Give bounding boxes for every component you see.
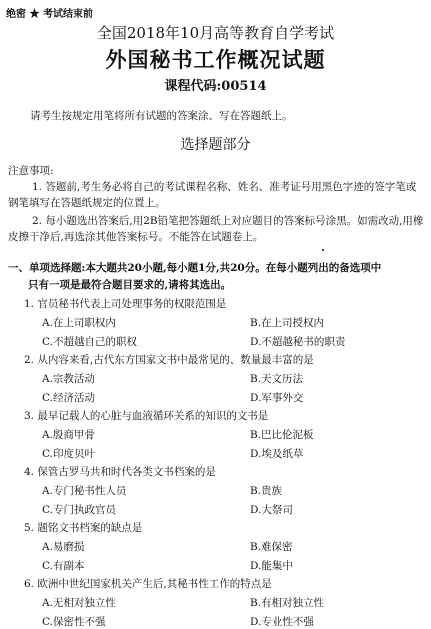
part-heading-line2: 只有一项是最符合题目要求的,请将其选出。: [28, 279, 232, 291]
answer-option: A.专门秘书性人员: [42, 485, 127, 497]
question-stem: 5. 题铭文书档案的缺点是: [24, 522, 143, 534]
question-stem: 1. 官员秘书代表上司处理事务的权限范围是: [24, 298, 227, 310]
part-heading-line1: 一、单项选择题:本大题共20小题,每小题1分,共20分。在每小题列出的备选项中: [8, 262, 382, 274]
question-stem: 4. 保管古罗马共和时代各类文书档案的是: [24, 466, 216, 478]
answer-option: D.专业性不强: [250, 616, 314, 628]
exam-title: 全国2018年10月高等教育自学考试: [96, 24, 335, 42]
answer-option: D.军事外交: [250, 392, 304, 404]
section-title: 选择题部分: [180, 137, 251, 153]
answer-option: A.易磨损: [42, 541, 85, 553]
answer-option: A.无相对独立性: [42, 597, 116, 609]
note-item: 1. 答题前,考生务必将自己的考试课程名称、姓名、准考证号用黑色字迹的签字笔或钢笔填写在答题纸规定的位置上。: [8, 181, 417, 209]
answer-option: A.宗教活动: [42, 373, 95, 385]
part-heading: [8, 260, 426, 294]
answer-option: B.巴比伦泥板: [250, 429, 314, 441]
note-item: 2. 每小题选出答案后,用2B铅笔把答题纸上对应题目的答案标号涂黑。如需改动,用橡皮擦干净后,再选涂其他答案标号。不能答在试题卷上。: [8, 215, 424, 243]
notes-title: 注意事项:: [8, 165, 54, 177]
answer-option: D.埃及纸草: [250, 448, 304, 460]
answer-option: B.天文历法: [250, 373, 304, 385]
answer-option: A.在上司职权内: [42, 317, 116, 329]
answer-option: D.大祭司: [250, 504, 293, 516]
answer-instruction: 请考生按规定用笔将所有试题的答案涂、写在答题纸上。: [30, 110, 293, 122]
answer-option: C.不超越自己的职权: [42, 336, 137, 348]
answer-option: A.殷商甲骨: [42, 429, 95, 441]
answer-option: C.经济活动: [42, 392, 95, 404]
answer-option: C.印度贝叶: [42, 448, 95, 460]
answer-option: C.有副本: [42, 560, 85, 572]
answer-option: B.难保密: [250, 541, 293, 553]
scan-speck: [322, 249, 324, 251]
secret-label: 绝密 ★ 考试结束前: [6, 9, 93, 20]
answer-option: B.贵族: [250, 485, 283, 497]
question-stem: 2. 从内容来看,古代东方国家文书中最常见的、数量最丰富的是: [24, 354, 314, 366]
answer-option: D.能集中: [250, 560, 293, 572]
answer-option: C.保密性不强: [42, 616, 106, 628]
answer-option: C.专门执政官员: [42, 504, 116, 516]
answer-option: D.不超越秘书的职责: [250, 336, 346, 348]
paper-title: 外国秘书工作概况试题: [105, 47, 326, 72]
course-code: 课程代码:00514: [164, 79, 267, 94]
answer-option: B.有相对独立性: [250, 597, 325, 609]
question-stem: 6. 欧洲中世纪国家机关产生后,其秘书性工作的特点是: [24, 578, 272, 590]
answer-option: B.在上司授权内: [250, 317, 325, 329]
question-stem: 3. 最早记载人的心脏与血液循环关系的知识的文书是: [24, 410, 269, 422]
